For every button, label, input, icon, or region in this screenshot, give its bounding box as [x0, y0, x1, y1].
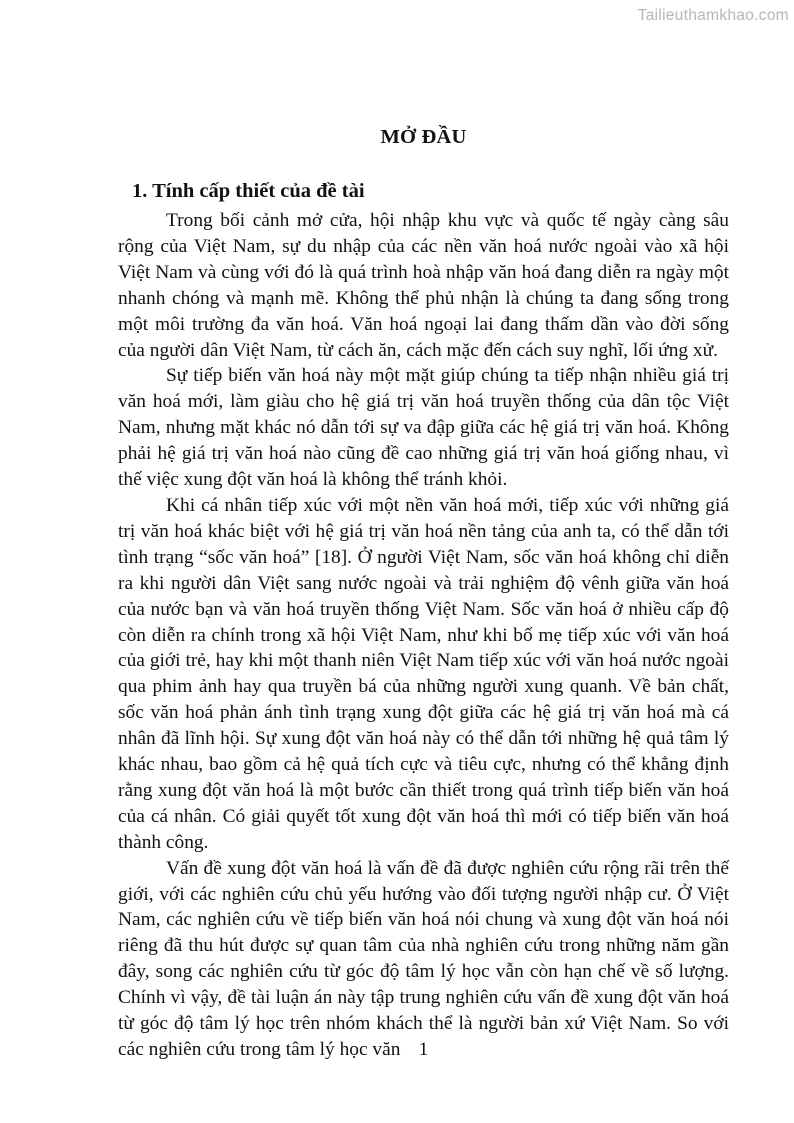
paragraph-1: Trong bối cảnh mở cửa, hội nhập khu vực và quốc tế ngày càng sâu rộng của Việt Nam, sự du nhập của các nền văn hoá nước ngoài vào xã hội Việt Nam và cùng với đó là quá trình hoà nhập văn hoá đang diễn ra ngày một nhanh chóng và mạnh mẽ. Không thể phủ nhận là chúng ta đang sống trong một môi trường đa văn hoá. Văn hoá ngoại lai đang thấm dần vào đời sống của người dân Việt Nam, từ cách ăn, cách mặc đến cách suy nghĩ, lối ứng xử.	[118, 210, 729, 361]
body-text	[118, 208, 729, 1063]
paragraph-2: Sự tiếp biến văn hoá này một mặt giúp chúng ta tiếp nhận nhiều giá trị văn hoá mới, làm giàu cho hệ giá trị văn hoá truyền thống của dân tộc Việt Nam, nhưng mặt khác nó dẫn tới sự va đập giữa các hệ giá trị văn hoá. Không phải hệ giá trị văn hoá nào cũng đề cao những giá trị văn hoá giống nhau, vì thế việc xung đột văn hoá là không thể tránh khỏi.	[118, 365, 729, 491]
site-watermark: Tailieuthamkhao.com	[637, 7, 789, 24]
paragraph-3: Khi cá nhân tiếp xúc với một nền văn hoá mới, tiếp xúc với những giá trị văn hoá khác biệt với hệ giá trị văn hoá nền tảng của anh ta, có thể dẫn tới tình trạng “sốc văn hoá” [18]. Ở người Việt Nam, sốc văn hoá không chỉ diễn ra khi người dân Việt sang nước ngoài và trải nghiệm độ vênh giữa văn hoá của nước bạn và văn hoá truyền thống Việt Nam. Sốc văn hoá ở nhiều cấp độ còn diễn ra chính trong xã hội Việt Nam, như khi bố mẹ tiếp xúc với văn hoá của giới trẻ, hay khi một thanh niên Việt Nam tiếp xúc với văn hoá nước ngoài qua phim ảnh hay qua truyền bá của những người xung quanh. Về bản chất, sốc văn hoá phản ánh tình trạng xung đột giữa các hệ giá trị văn hoá mà cá nhân đã lĩnh hội. Sự xung đột văn hoá này có thể dẫn tới những hệ quả tâm lý khác nhau, bao gồm cả hệ quả tích cực và tiêu cực, nhưng có thể khẳng định rằng xung đột văn hoá là một bước cần thiết trong quá trình tiếp biến văn hoá của cá nhân. Có giải quyết tốt xung đột văn hoá thì mới có tiếp biến văn hoá thành công.	[118, 494, 729, 853]
section-heading: 1. Tính cấp thiết của đề tài	[132, 180, 365, 202]
paragraph-4: Vấn đề xung đột văn hoá là vấn đề đã được nghiên cứu rộng rãi trên thế giới, với các nghiên cứu chủ yếu hướng vào đối tượng người nhập cư. Ở Việt Nam, các nghiên cứu về tiếp biến văn hoá nói chung và xung đột văn hoá nói riêng đã thu hút được sự quan tâm của nhà nghiên cứu trong những năm gần đây, song các nghiên cứu từ góc độ tâm lý học vẫn còn hạn chế về số lượng. Chính vì vậy, đề tài luận án này tập trung nghiên cứu vấn đề xung đột văn hoá từ góc độ tâm lý học trên nhóm khách thể là người bản xứ Việt Nam. So với các nghiên cứu trong tâm lý học văn	[118, 857, 729, 1060]
page-title: MỞ ĐẦU	[380, 126, 467, 148]
page-content	[118, 126, 729, 1063]
page-number: 1	[418, 1039, 429, 1060]
